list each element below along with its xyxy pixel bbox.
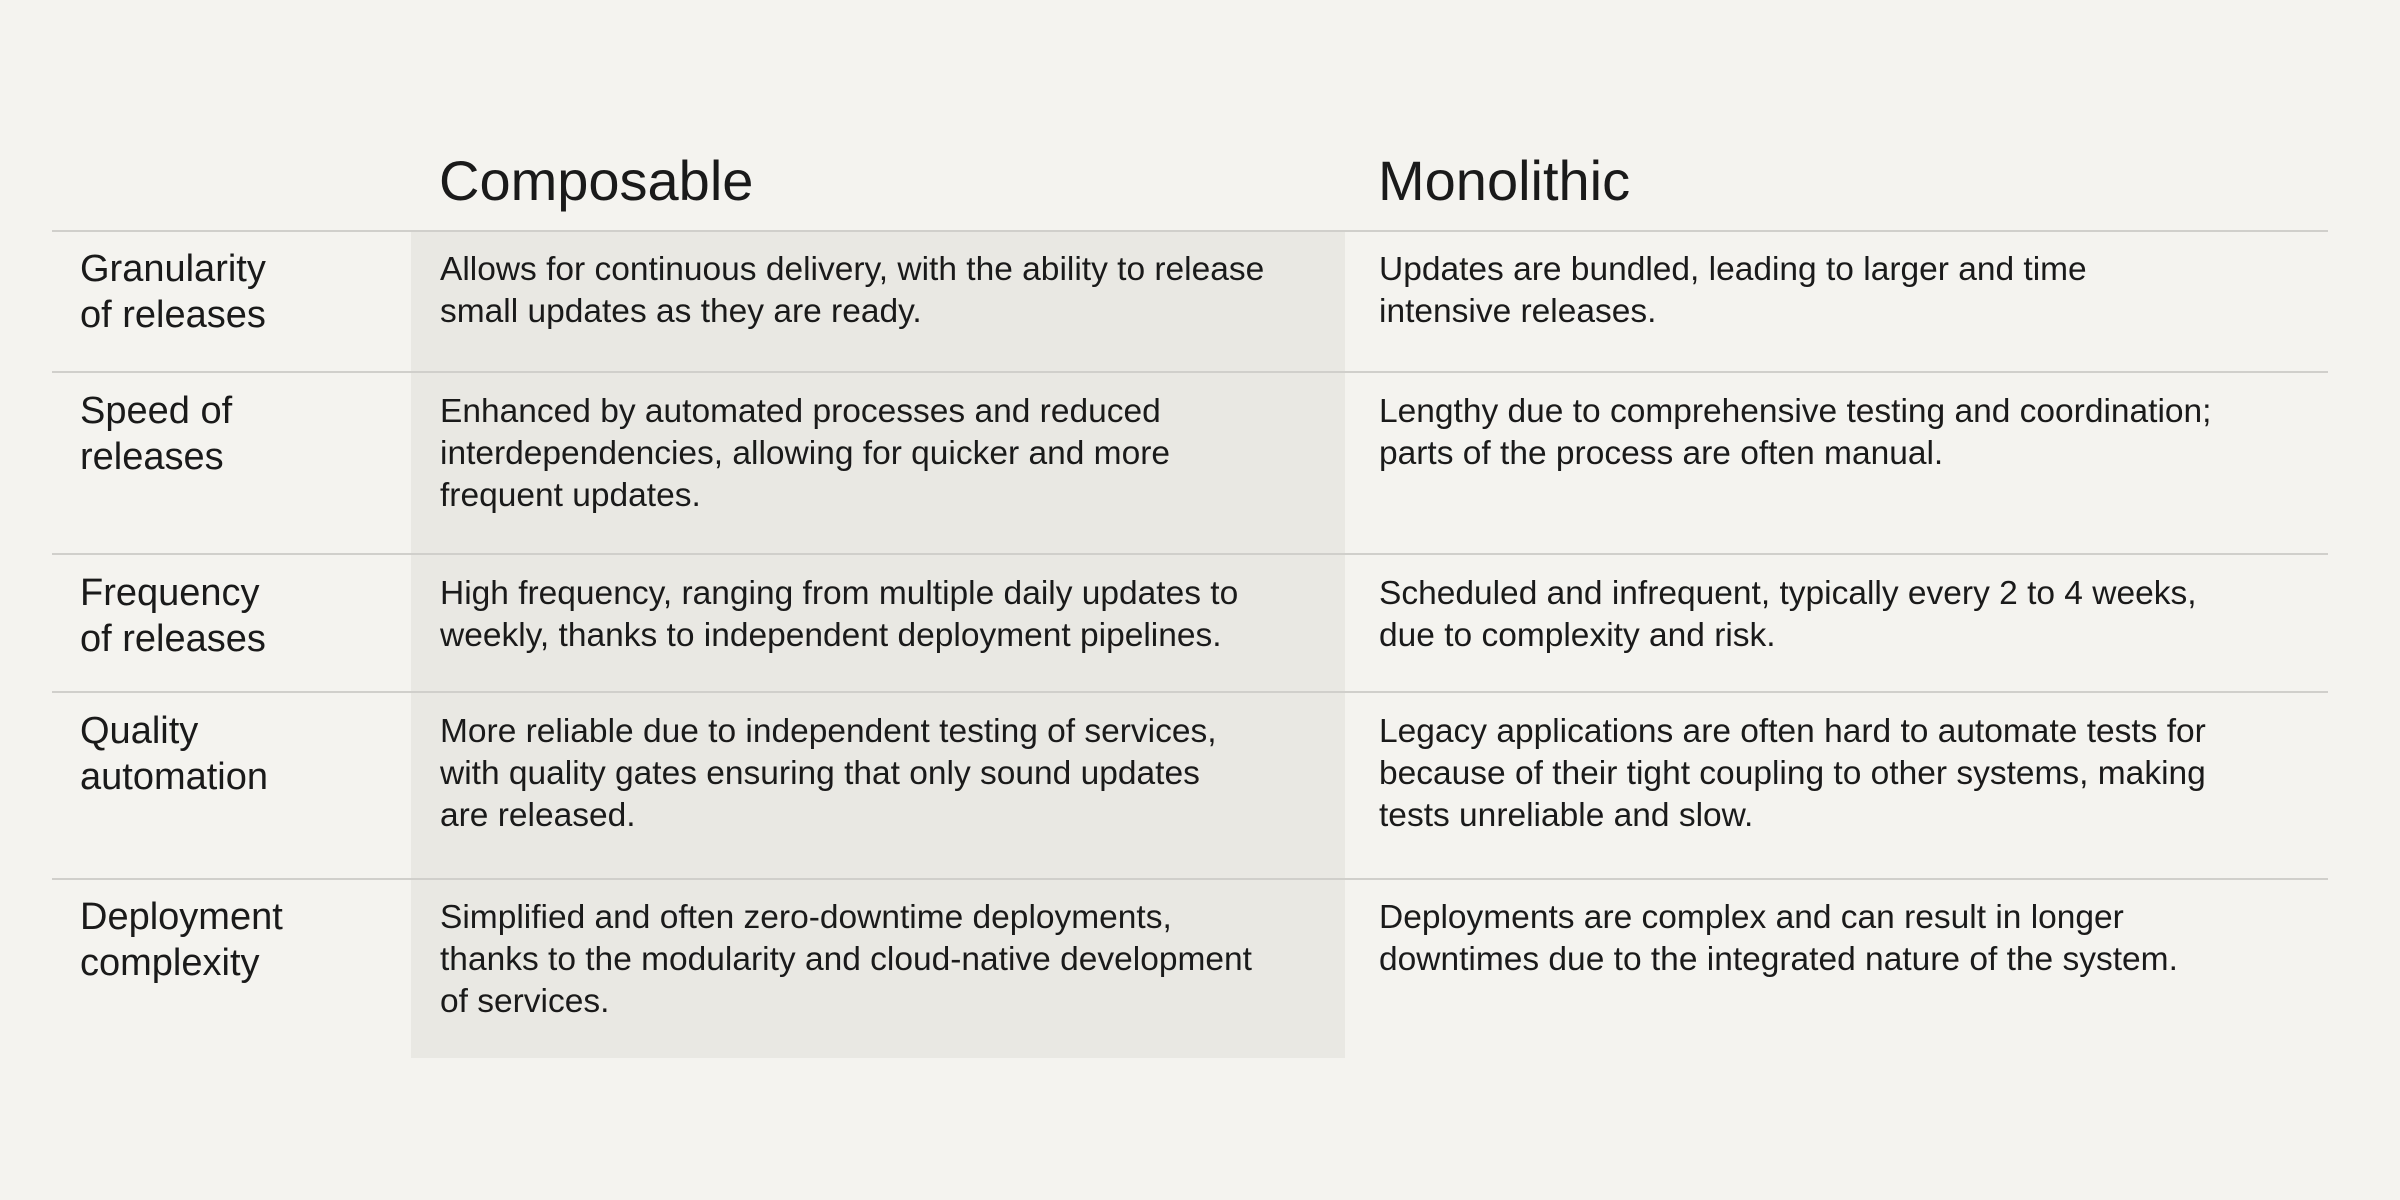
- cell-composable-frequency: High frequency, ranging from multiple daily updates to weekly, thanks to independent deployment pipelines.: [440, 575, 1239, 654]
- cell-monolithic-frequency: Scheduled and infrequent, typically every 2 to 4 weeks, due to complexity and risk.: [1379, 575, 2197, 654]
- cell-monolithic-speed: Lengthy due to comprehensive testing and coordination; parts of the process are often manual.: [1379, 393, 2212, 472]
- row-divider: [52, 553, 2328, 555]
- row-divider: [52, 878, 2328, 880]
- row-label-deployment: Deployment complexity: [80, 896, 283, 984]
- row-label-granularity: Granularity of releases: [80, 248, 266, 336]
- row-label-frequency: Frequency of releases: [80, 572, 266, 660]
- cell-composable-granularity: Allows for continuous delivery, with the ability to release small updates as they are ready.: [440, 251, 1265, 330]
- row-label-quality: Quality automation: [80, 710, 269, 798]
- column-header-monolithic: Monolithic: [1378, 149, 1631, 212]
- row-divider: [52, 371, 2328, 373]
- cell-monolithic-granularity: Updates are bundled, leading to larger and time intensive releases.: [1379, 251, 2087, 330]
- column-header-composable: Composable: [439, 149, 754, 212]
- row-divider: [52, 691, 2328, 693]
- row-label-speed: Speed of releases: [80, 390, 233, 478]
- cell-composable-speed: Enhanced by automated processes and reduced interdependencies, allowing for quicker and more frequent updates.: [440, 393, 1170, 514]
- cell-monolithic-deployment: Deployments are complex and can result in longer downtimes due to the integrated nature of the system.: [1379, 899, 2178, 978]
- row-divider: [52, 230, 2328, 232]
- cell-monolithic-quality: Legacy applications are often hard to automate tests for because of their tight coupling to other systems, making tests unreliable and slow.: [1379, 713, 2206, 834]
- cell-composable-quality: More reliable due to independent testing of services, with quality gates ensuring that only sound updates are released.: [440, 713, 1217, 834]
- cell-composable-deployment: Simplified and often zero-downtime deployments, thanks to the modularity and cloud-native development of services.: [440, 899, 1252, 1020]
